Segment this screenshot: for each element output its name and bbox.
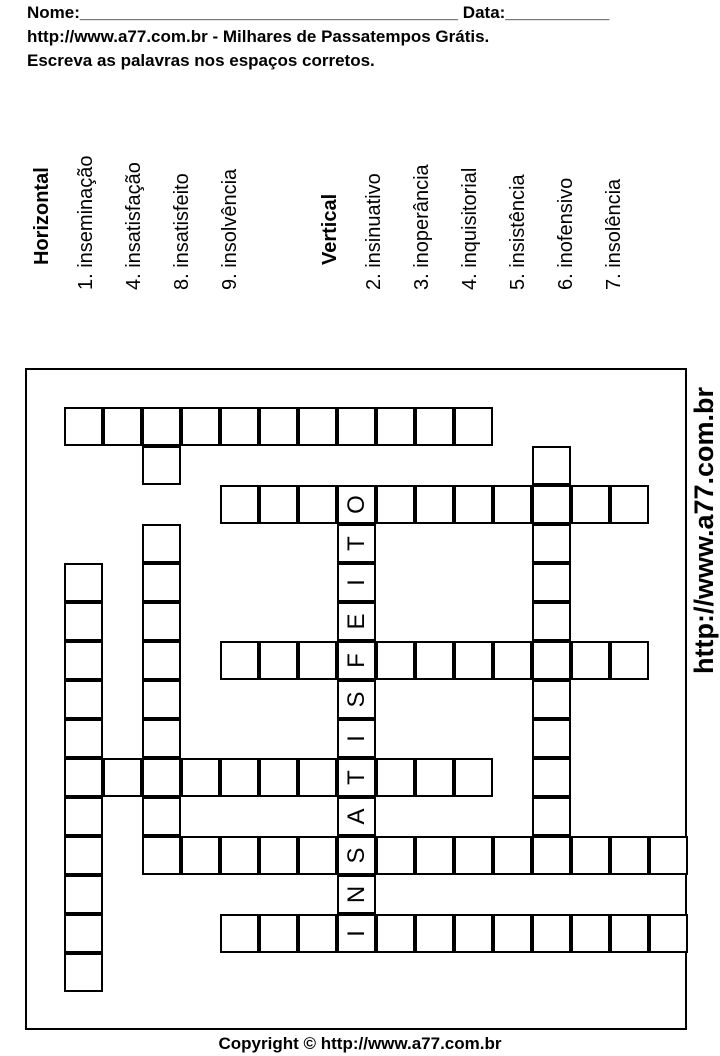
grid-cell[interactable] [142, 758, 181, 797]
grid-cell[interactable] [610, 485, 649, 524]
grid-cell[interactable] [298, 641, 337, 680]
grid-cell[interactable] [415, 836, 454, 875]
grid-letter: A [342, 808, 370, 825]
grid-cell[interactable] [298, 485, 337, 524]
grid-cell[interactable] [220, 836, 259, 875]
grid-cell[interactable] [415, 641, 454, 680]
grid-cell[interactable] [142, 446, 181, 485]
grid-cell[interactable] [610, 914, 649, 953]
grid-cell[interactable] [532, 836, 571, 875]
grid-letter: I [342, 930, 370, 937]
grid-cell[interactable] [337, 680, 376, 719]
grid-cell[interactable] [649, 836, 688, 875]
grid-cell[interactable] [337, 719, 376, 758]
vertical-clue-6: 6. inofensivo [555, 177, 577, 290]
grid-cell[interactable] [337, 524, 376, 563]
grid-cell[interactable] [532, 524, 571, 563]
site-line: http://www.a77.com.br - Milhares de Passatempos Grátis. [27, 27, 490, 46]
grid-cell[interactable] [64, 836, 103, 875]
grid-cell[interactable] [571, 836, 610, 875]
grid-cell[interactable] [571, 914, 610, 953]
grid-cell[interactable] [415, 407, 454, 446]
grid-cell[interactable] [454, 758, 493, 797]
grid-cell[interactable] [532, 641, 571, 680]
grid-cell[interactable] [103, 407, 142, 446]
grid-cell[interactable] [259, 641, 298, 680]
horizontal-clue-1: 1. inseminação [75, 155, 97, 290]
grid-cell[interactable] [64, 758, 103, 797]
grid-cell[interactable] [610, 836, 649, 875]
grid-cell[interactable] [337, 914, 376, 953]
grid-cell[interactable] [64, 641, 103, 680]
grid-letter: I [342, 735, 370, 742]
vertical-clue-2: 2. insinuativo [363, 173, 385, 290]
grid-cell[interactable] [259, 836, 298, 875]
grid-cell[interactable] [64, 563, 103, 602]
grid-cell[interactable] [532, 797, 571, 836]
grid-cell[interactable] [493, 914, 532, 953]
horizontal-clue-4: 4. insatisfação [123, 162, 145, 290]
grid-cell[interactable] [220, 758, 259, 797]
grid-cell[interactable] [64, 719, 103, 758]
grid-cell[interactable] [142, 641, 181, 680]
vertical-clue-7: 7. insolência [603, 178, 625, 290]
grid-letter: S [342, 847, 370, 864]
grid-cell[interactable] [337, 797, 376, 836]
grid-cell[interactable] [337, 641, 376, 680]
grid-cell[interactable] [337, 758, 376, 797]
grid-letter: O [342, 495, 370, 514]
grid-cell[interactable] [337, 407, 376, 446]
grid-cell[interactable] [337, 485, 376, 524]
grid-cell[interactable] [220, 407, 259, 446]
vertical-title: Vertical [319, 193, 341, 265]
grid-cell[interactable] [454, 407, 493, 446]
grid-cell[interactable] [64, 875, 103, 914]
grid-cell[interactable] [64, 953, 103, 992]
grid-cell[interactable] [571, 485, 610, 524]
grid-cell[interactable] [298, 407, 337, 446]
grid-cell[interactable] [181, 836, 220, 875]
grid-cell[interactable] [259, 914, 298, 953]
grid-cell[interactable] [142, 836, 181, 875]
grid-letter: E [342, 613, 370, 630]
grid-cell[interactable] [142, 680, 181, 719]
grid-cell[interactable] [454, 641, 493, 680]
grid-cell[interactable] [220, 641, 259, 680]
grid-cell[interactable] [415, 485, 454, 524]
grid-letter: T [342, 536, 370, 551]
grid-cell[interactable] [376, 758, 415, 797]
grid-cell[interactable] [532, 485, 571, 524]
grid-cell[interactable] [376, 641, 415, 680]
grid-cell[interactable] [259, 758, 298, 797]
grid-cell[interactable] [376, 407, 415, 446]
grid-letter: F [342, 653, 370, 668]
grid-cell[interactable] [493, 485, 532, 524]
grid-cell[interactable] [220, 485, 259, 524]
grid-cell[interactable] [454, 914, 493, 953]
grid-cell[interactable] [64, 914, 103, 953]
vertical-clue-5: 5. insistência [507, 174, 529, 290]
grid-cell[interactable] [337, 602, 376, 641]
grid-cell[interactable] [64, 680, 103, 719]
horizontal-title: Horizontal [31, 167, 53, 265]
grid-cell[interactable] [337, 836, 376, 875]
vertical-clue-4: 4. inquisitorial [459, 167, 481, 290]
side-url: http://www.a77.com.br [689, 386, 719, 674]
grid-cell[interactable] [64, 602, 103, 641]
grid-cell[interactable] [64, 797, 103, 836]
name-date-line[interactable]: Nome:________________________________________ Data:___________ [27, 3, 610, 22]
grid-cell[interactable] [532, 719, 571, 758]
grid-cell[interactable] [103, 758, 142, 797]
grid-cell[interactable] [298, 758, 337, 797]
grid-cell[interactable] [298, 914, 337, 953]
grid-cell[interactable] [181, 407, 220, 446]
grid-cell[interactable] [415, 914, 454, 953]
grid-cell[interactable] [376, 914, 415, 953]
instruction-line: Escreva as palavras nos espaços corretos. [27, 51, 375, 70]
grid-cell[interactable] [532, 758, 571, 797]
grid-cell[interactable] [532, 914, 571, 953]
grid-cell[interactable] [142, 524, 181, 563]
grid-cell[interactable] [610, 641, 649, 680]
grid-cell[interactable] [142, 602, 181, 641]
grid-letter: N [342, 885, 370, 904]
grid-cell[interactable] [298, 836, 337, 875]
grid-letter: I [342, 579, 370, 586]
grid-cell[interactable] [142, 563, 181, 602]
grid-cell[interactable] [376, 485, 415, 524]
grid-cell[interactable] [532, 602, 571, 641]
grid-letter: T [342, 770, 370, 785]
grid-letter: S [342, 691, 370, 708]
vertical-clue-3: 3. inoperância [411, 164, 433, 290]
grid-cell[interactable] [415, 758, 454, 797]
grid-cell[interactable] [64, 407, 103, 446]
grid-cell[interactable] [532, 680, 571, 719]
grid-cell[interactable] [181, 758, 220, 797]
grid-cell[interactable] [337, 563, 376, 602]
grid-cell[interactable] [337, 875, 376, 914]
grid-cell[interactable] [493, 641, 532, 680]
grid-cell[interactable] [532, 563, 571, 602]
grid-cell[interactable] [493, 836, 532, 875]
grid-cell[interactable] [259, 485, 298, 524]
grid-cell[interactable] [259, 407, 298, 446]
grid-cell[interactable] [142, 407, 181, 446]
copyright: Copyright © http://www.a77.com.br [218, 1034, 502, 1053]
grid-cell[interactable] [649, 914, 688, 953]
horizontal-clue-8: 8. insatisfeito [171, 173, 193, 290]
grid-cell[interactable] [376, 836, 415, 875]
grid-cell[interactable] [454, 485, 493, 524]
grid-cell[interactable] [220, 914, 259, 953]
grid-cell[interactable] [142, 797, 181, 836]
grid-cell[interactable] [142, 719, 181, 758]
grid-cell[interactable] [532, 446, 571, 485]
grid-cell[interactable] [571, 641, 610, 680]
horizontal-clue-9: 9. insolvência [219, 168, 241, 290]
grid-cell[interactable] [454, 836, 493, 875]
